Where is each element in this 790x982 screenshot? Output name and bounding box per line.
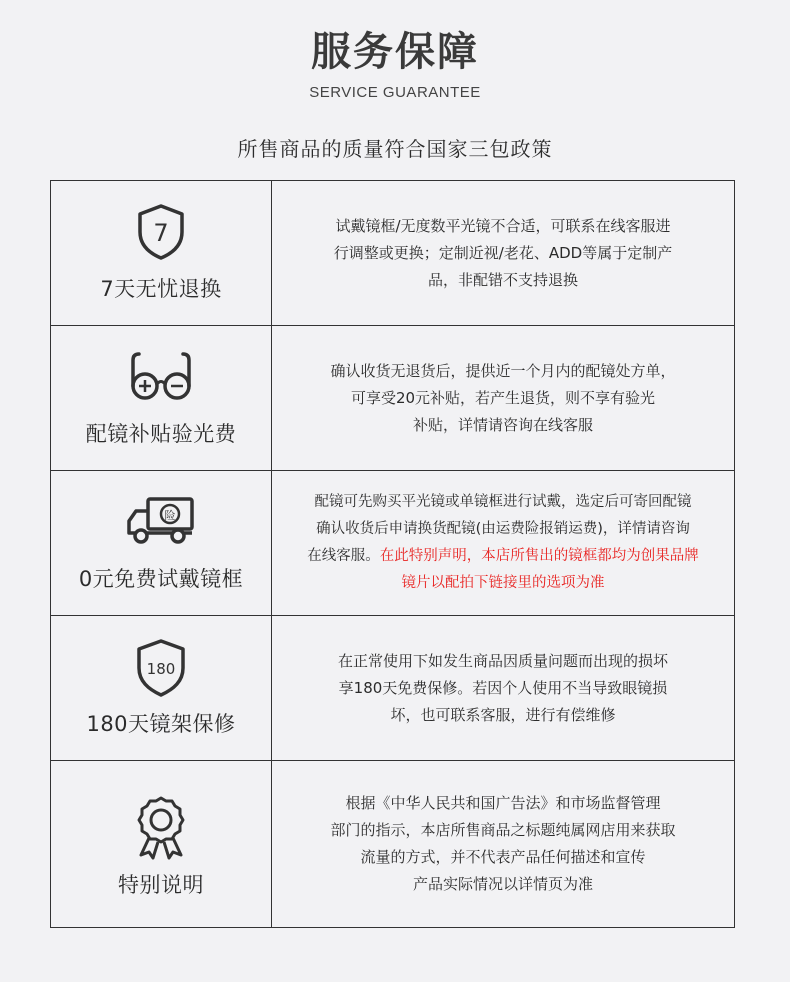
notice-text: 在此特别声明，本店所售出的镜框都均为创果品牌 [379,548,699,564]
description-line: 坏，也可联系客服，进行有偿维修 [390,705,616,724]
service-description [272,181,734,325]
service-row-notice [51,761,734,927]
description-line: 配镜可先购买平光镜或单镜框进行试戴，选定后可寄回配镜 [314,494,692,510]
description-line: 部门的指示，本店所售商品之标题纯属网店用来获取 [330,821,676,839]
description-line: 补贴，详情请咨询在线客服 [412,415,593,434]
glasses-icon [124,348,198,406]
shield-180-icon [134,638,188,698]
description-line: 确认收货无退货后，提供近一个月内的配镜处方单， [330,361,676,380]
description-line: 根据《中华人民共和国广告法》和市场监督管理 [345,794,661,812]
service-cell-left [51,326,272,470]
description-line: 流量的方式，并不代表产品任何描述和宣传 [360,848,646,866]
service-table [50,180,735,928]
service-description [272,616,734,760]
service-label: 7天无忧退换 [100,277,222,301]
service-description [272,471,734,615]
service-cell-left [51,616,272,760]
description-line: 享180天免费保修。若因个人使用不当导致眼镜损 [338,678,668,697]
service-row-trial [51,471,734,616]
service-label: 特别说明 [118,873,204,897]
service-cell-left [51,181,272,325]
description-line: 品，非配错不支持退换 [427,270,578,289]
service-row-warranty [51,616,734,761]
description-line: 试戴镜框/无度数平光镜不合适，可联系在线客服进 [335,216,671,235]
policy-statement: 所售商品的质量符合国家三包政策 [237,137,553,161]
service-description [272,326,734,470]
description-line: 在正常使用下如发生商品因质量问题而出现的损坏 [337,651,668,670]
description-line-mixed [307,543,699,570]
service-description [272,761,734,927]
service-cell-left [51,761,272,927]
service-row-subsidy [51,326,734,471]
description-line: 确认收货后申请换货配镜(由运费险报销运费)，详情请咨询 [316,521,690,537]
svg-text:险: 险 [164,509,176,522]
service-cell-left [51,471,272,615]
description-line: 行调整或更换；定制近视/老花、ADD等属于定制产 [333,243,673,262]
svg-text:180: 180 [146,660,176,678]
service-label: 180天镜架保修 [86,712,236,736]
delivery-truck-icon [126,495,196,545]
description-line: 可享受20元补贴，若产生退货，则不享有验光 [350,388,656,407]
page-title: 服务保障 [311,29,479,75]
service-label: 配镜补贴验光费 [85,422,237,446]
award-ribbon-icon [135,795,187,861]
page-subtitle: SERVICE GUARANTEE [309,84,481,101]
service-label: 0元免费试戴镜框 [78,567,244,591]
description-text: 在线客服。 [307,548,380,564]
service-row-return [51,181,734,326]
shield-7-icon [135,203,187,261]
svg-text:7: 7 [153,219,169,247]
notice-line: 镜片以配拍下链接里的选项为准 [401,575,605,591]
description-line: 产品实际情况以详情页为准 [412,875,593,893]
